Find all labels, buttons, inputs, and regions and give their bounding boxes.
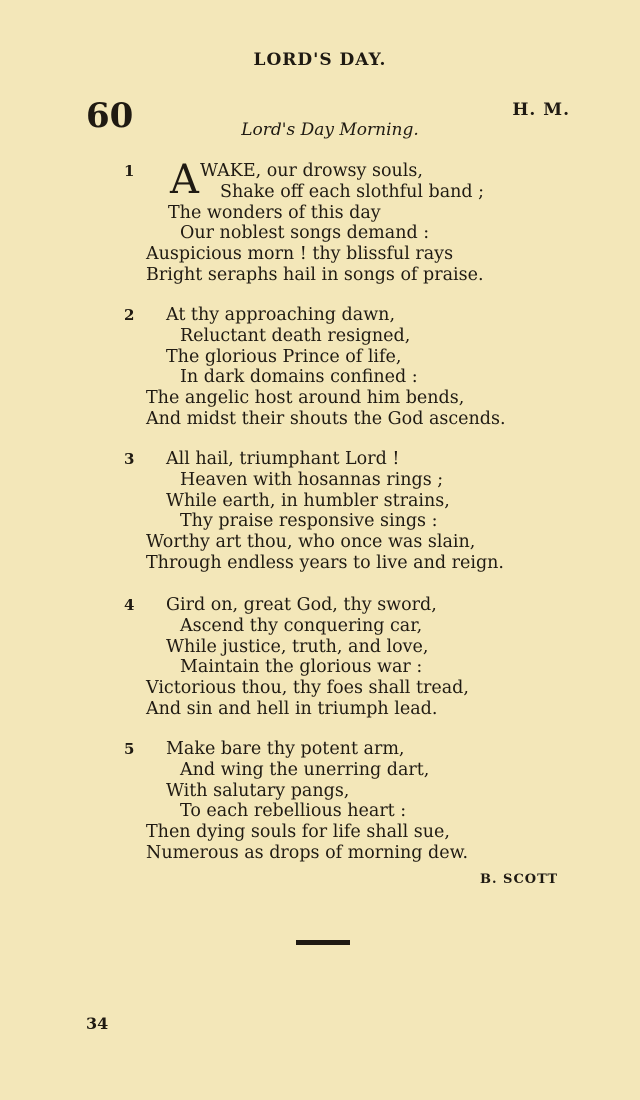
verse-line: The wonders of this day bbox=[168, 202, 381, 223]
verse-line: Gird on, great God, thy sword, bbox=[166, 595, 437, 615]
verse-line: Auspicious morn ! thy blissful rays bbox=[146, 244, 454, 265]
verse-line: Through endless years to live and reign. bbox=[146, 553, 504, 573]
verse-line: WAKE, our drowsy souls, bbox=[200, 161, 423, 181]
page-number: 34 bbox=[86, 1014, 109, 1033]
author-attribution: B. SCOTT bbox=[480, 872, 558, 887]
verse-line: To each rebellious heart : bbox=[180, 801, 407, 822]
verse-line: Our noblest songs demand : bbox=[180, 223, 430, 244]
meter-label: H. M. bbox=[512, 100, 570, 120]
stanza-number: 3 bbox=[124, 450, 135, 468]
stanza-number: 5 bbox=[124, 740, 135, 758]
hymn-number: 60 bbox=[86, 96, 134, 136]
stanza-number: 1 bbox=[124, 162, 135, 180]
verse-line: While earth, in humbler strains, bbox=[166, 490, 450, 511]
hymn-title: Lord's Day Morning. bbox=[241, 120, 419, 140]
verse-line: Worthy art thou, who once was slain, bbox=[146, 532, 476, 553]
verse-line: Thy praise responsive sings : bbox=[180, 511, 438, 532]
verse-line: And wing the unerring dart, bbox=[180, 759, 430, 780]
stanza-number: 2 bbox=[124, 306, 135, 324]
verse-line: Shake off each slothful band ; bbox=[220, 181, 485, 202]
verse-line: Make bare thy potent arm, bbox=[166, 739, 405, 759]
verse-line: And sin and hell in triumph lead. bbox=[146, 699, 438, 719]
verse-line: Ascend thy conquering car, bbox=[180, 615, 423, 636]
verse-line: The glorious Prince of life, bbox=[166, 346, 402, 367]
verse-line: In dark domains confined : bbox=[180, 367, 418, 388]
verse-line: The angelic host around him bends, bbox=[146, 388, 465, 409]
verse-line: Reluctant death resigned, bbox=[180, 325, 411, 346]
verse-line: All hail, triumphant Lord ! bbox=[166, 449, 400, 469]
verse-line: Then dying souls for life shall sue, bbox=[146, 822, 450, 843]
verse-line: Heaven with hosannas rings ; bbox=[180, 469, 444, 490]
verse-line: Numerous as drops of morning dew. bbox=[146, 843, 469, 863]
verse-line: Maintain the glorious war : bbox=[180, 657, 423, 678]
stanza-number: 4 bbox=[124, 596, 135, 614]
verse-line: And midst their shouts the God ascends. bbox=[146, 409, 506, 429]
decorative-rule bbox=[296, 940, 350, 945]
drop-cap: A bbox=[170, 157, 199, 203]
verse-line: While justice, truth, and love, bbox=[166, 636, 429, 657]
verse-line: Victorious thou, thy foes shall tread, bbox=[146, 678, 469, 699]
verse-line: At thy approaching dawn, bbox=[166, 305, 396, 325]
verse-line: Bright seraphs hail in songs of praise. bbox=[146, 265, 484, 285]
running-head: LORD'S DAY. bbox=[253, 50, 387, 70]
verse-line: With salutary pangs, bbox=[166, 780, 350, 801]
